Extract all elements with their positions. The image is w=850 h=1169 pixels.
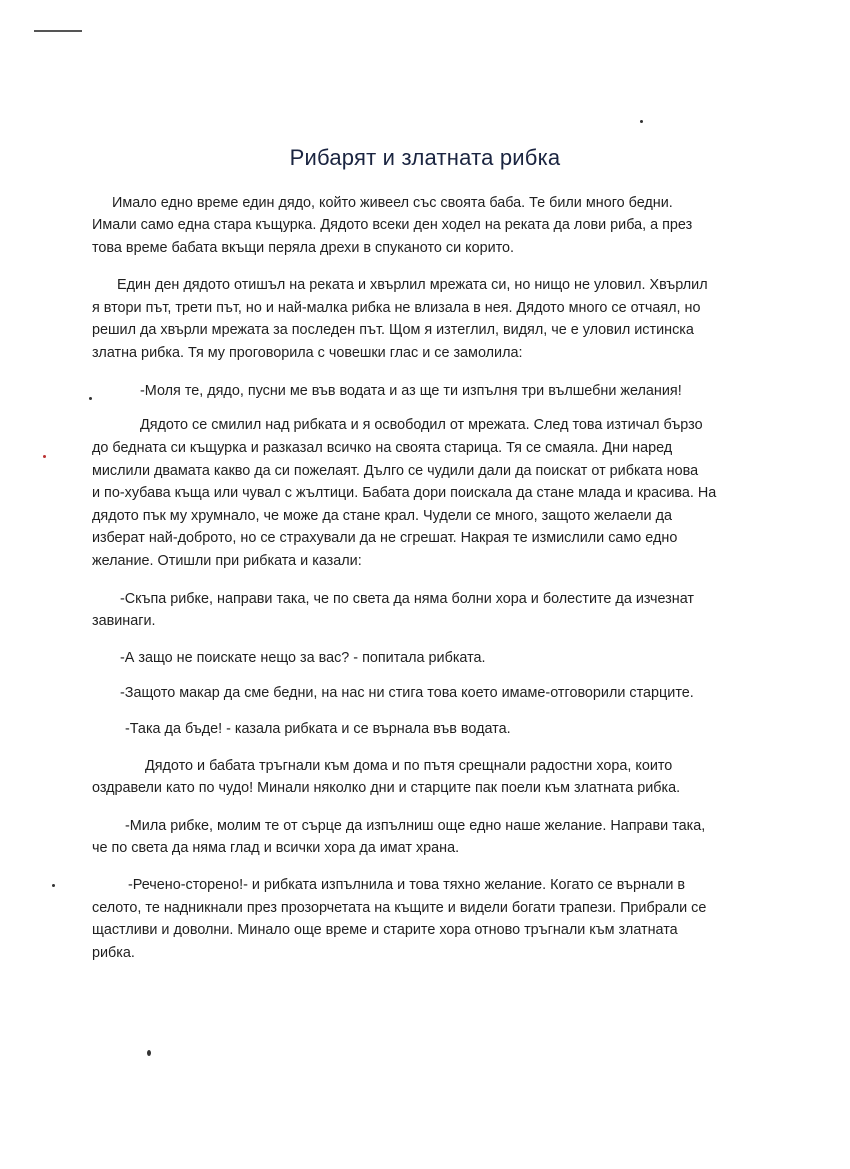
scan-speck: [52, 884, 55, 887]
text-line: желание. Отишли при рибката и казали:: [92, 553, 362, 569]
text-line: -Речено-сторено!- и рибката изпълнила и това тяхно желание. Когато се върнали в: [128, 877, 686, 893]
text-line: Дядото се смилил над рибката и я освободил от мрежата. След това изтичал бързо: [140, 417, 703, 433]
text-line: до бедната си къщурка и разказал всичко на своята старица. Тя се смаяла. Дни наред: [92, 440, 673, 456]
text-line: я втори път, трети път, но и най-малка рибка не влизала в нея. Дядото много се отчаял, но: [92, 300, 701, 316]
text-line: рибка.: [92, 945, 135, 961]
text-line: -Скъпа рибке, направи така, че по света да няма болни хора и болестите да изчезнат: [120, 591, 694, 607]
text-line: Имало едно време един дядо, който живеел със своята баба. Те били много бедни.: [112, 195, 673, 211]
text-line: и по-хубава къща или чувал с жълтици. Бабата дори поискала да стане млада и красива. На: [92, 485, 717, 501]
text-line: златна рибка. Тя му проговорила с човешки глас и се замолила:: [92, 345, 523, 361]
text-line: -Моля те, дядо, пусни ме във водата и аз ще ти изпълня три вълшебни желания!: [140, 383, 682, 399]
text-line: оздравели като по чудо! Минали няколко дни и старците пак поели към златната рибка.: [92, 780, 681, 796]
document-title: Рибарят и златната рибка: [289, 145, 561, 170]
scan-speck: [43, 455, 46, 458]
text-line: Имали само една стара къщурка. Дядото всеки ден ходел на реката да лови риба, а през: [92, 217, 693, 233]
text-line: -Мила рибке, молим те от сърце да изпълниш още едно наше желание. Направи така,: [125, 818, 706, 834]
text-line: че по света да няма глад и всички хора да имат храна.: [92, 840, 460, 856]
text-line: селото, те надникнали през прозорчетата на къщите и видели богати трапези. Прибрали се: [92, 900, 707, 916]
scan-speck: [89, 397, 92, 400]
text-line: това време бабата вкъщи перяла дрехи в спуканото си корито.: [92, 240, 515, 256]
text-line: -Защото макар да сме бедни, на нас ни стига това което имаме-отговорили старците.: [120, 685, 694, 701]
scan-speck: [640, 120, 643, 123]
text-line: -Така да бъде! - казала рибката и се върнала във водата.: [125, 721, 511, 737]
text-line: Един ден дядото отишъл на реката и хвърлил мрежата си, но нищо не уловил. Хвърлил: [117, 277, 708, 293]
scan-speck: [147, 1050, 151, 1056]
scan-mark: [34, 30, 82, 32]
text-line: Дядото и бабата тръгнали към дома и по пътя срещнали радостни хора, които: [145, 758, 673, 774]
text-line: решил да хвърли мрежата за последен път. Щом я изтеглил, видял, че е уловил истинска: [92, 322, 694, 338]
text-line: изберат най-доброто, но се страхували да не сгрешат. Накрая те измислили само едно: [92, 530, 678, 546]
text-line: завинаги.: [92, 613, 156, 629]
text-line: мислили двамата какво да си пожелаят. Дълго се чудили дали да поискат от рибката нова: [92, 463, 699, 479]
text-line: -А защо не поискате нещо за вас? - попитала рибката.: [120, 650, 486, 666]
text-line: щастливи и доволни. Минало още време и старите хора отново тръгнали към златната: [92, 922, 678, 938]
text-line: дядото пък му хрумнало, че може да стане крал. Чудели се много, защото желаели да: [92, 508, 672, 524]
